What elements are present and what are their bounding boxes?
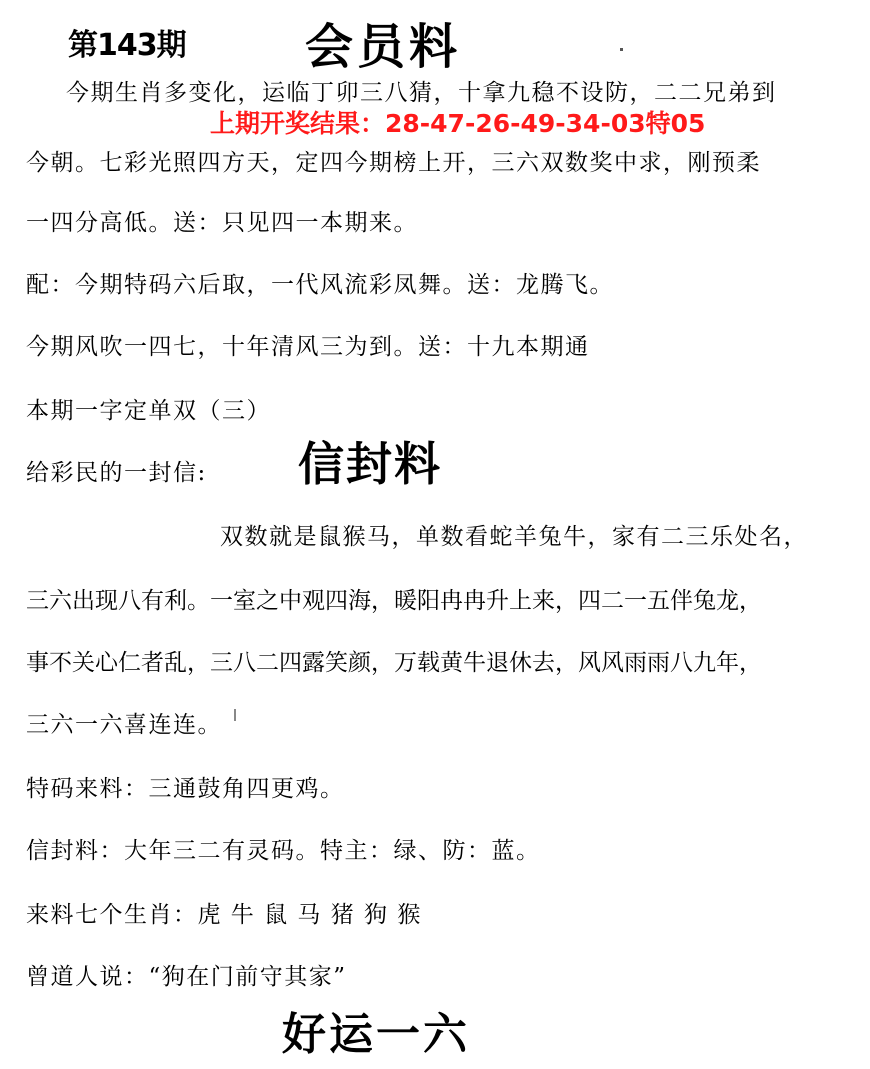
speck-mark bbox=[620, 48, 623, 51]
pei-line: 配：今期特码六后取，一代风流彩凤舞。送：龙腾飞。 bbox=[26, 272, 614, 298]
letter-label: 给彩民的一封信: bbox=[26, 460, 207, 486]
last-draw-result: 上期开奖结果：28-47-26-49-34-03特05 bbox=[210, 109, 706, 138]
issue-number: 第143期 bbox=[68, 28, 186, 63]
speck-mark-2 bbox=[234, 709, 236, 721]
seven-zodiac-line: 来料七个生肖：虎 牛 鼠 马 猪 狗 猴 bbox=[26, 902, 422, 928]
letter-line-4: 三六一六喜连连。 bbox=[26, 712, 222, 738]
wind-line: 今期风吹一四七，十年清风三为到。送：十九本期通 bbox=[26, 334, 590, 360]
poem-line-1: 今期生肖多变化，运临丁卯三八猜，十拿九稳不设防，二二兄弟到 bbox=[66, 80, 777, 106]
special-code-line: 特码来料：三通鼓角四更鸡。 bbox=[26, 776, 345, 802]
taoist-quote-line: 曾道人说：“狗在门前守其家” bbox=[26, 964, 347, 990]
letter-line-3: 事不关心仁者乱，三八二四露笑颜，万载黄牛退休去，风风雨雨八九年， bbox=[26, 650, 762, 676]
page-title: 会员料 bbox=[305, 19, 462, 75]
envelope-line: 信封料：大年三二有灵码。特主：绿、防：蓝。 bbox=[26, 838, 541, 864]
single-double-line: 本期一字定单双（三） bbox=[26, 398, 271, 424]
letter-line-2: 三六出现八有利。一室之中观四海，暖阳冉冉升上来，四二一五伴兔龙， bbox=[26, 588, 762, 614]
poem-line-2: 今朝。七彩光照四方天，定四今期榜上开，三六双数奖中求，刚预柔 bbox=[26, 150, 761, 176]
poem-line-3: 一四分高低。送：只见四一本期来。 bbox=[26, 210, 418, 236]
letter-line-1: 双数就是鼠猴马，单数看蛇羊兔牛，家有二三乐处名， bbox=[220, 524, 808, 550]
footer-title: 好运一六 bbox=[282, 1009, 470, 1060]
letter-title: 信封料 bbox=[298, 437, 442, 491]
